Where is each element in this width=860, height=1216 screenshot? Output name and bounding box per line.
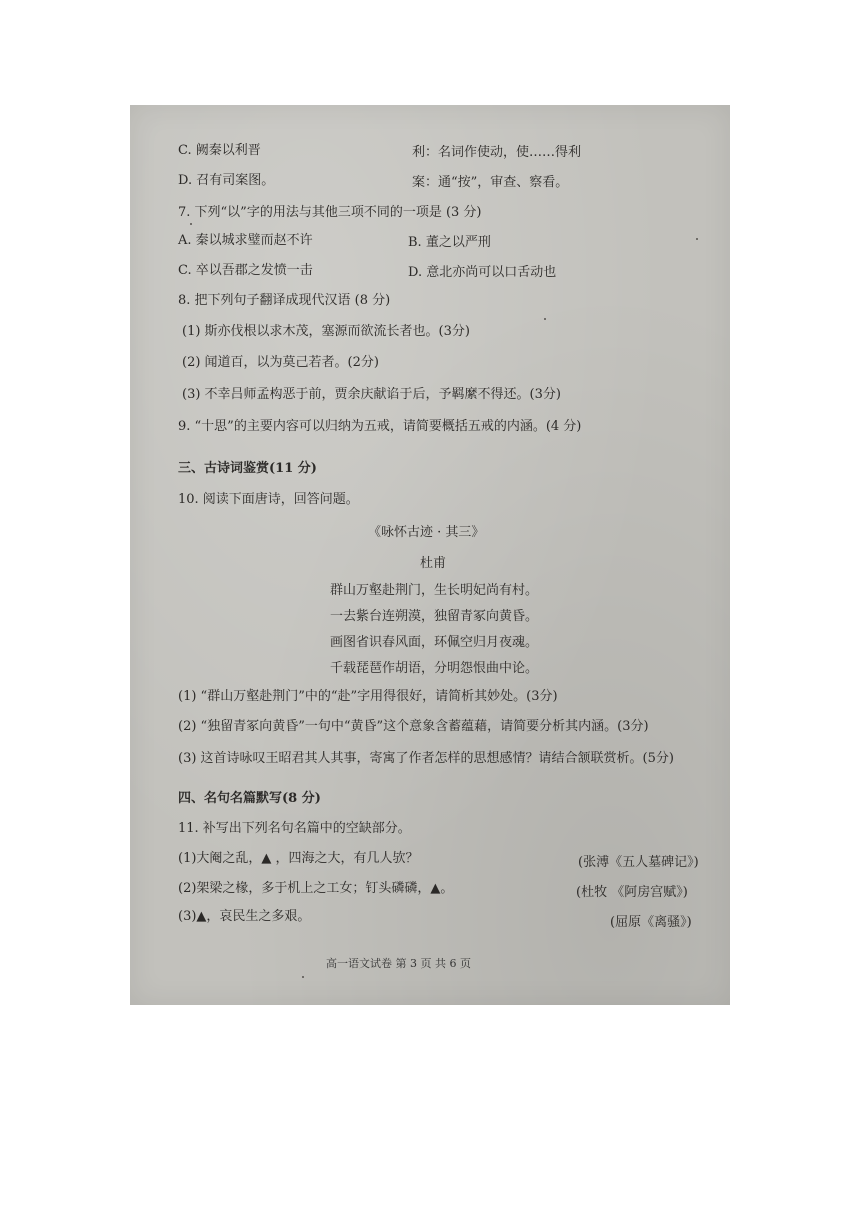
q9-stem: 9. “十思”的主要内容可以归纳为五戒，请简要概括五戒的内涵。(4 分) (178, 419, 582, 434)
q7-stem: 7. 下列“以”字的用法与其他三项不同的一项是 (3 分) (178, 205, 482, 220)
q8-sentence-1: (1) 斯亦伐根以求木茂，塞源而欲流长者也。(3分) (182, 324, 470, 339)
q7-option-d: D. 意北亦尚可以口舌动也 (408, 265, 557, 280)
q10-stem: 10. 阅读下面唐诗，回答问题。 (178, 492, 359, 507)
q11-line-3-source: (屈原《离骚》) (610, 915, 692, 930)
q8-sentence-3: (3) 不幸吕师孟构恶于前，贾余庆献谄于后，予羁縻不得还。(3分) (182, 387, 561, 402)
q7-option-c: C. 卒以吾郡之发愤一击 (178, 263, 313, 278)
q11-line-2: (2)架梁之椽，多于机上之工女；钉头磷磷，▲。 (178, 881, 454, 896)
q7-option-b: B. 董之以严刑 (408, 235, 491, 250)
scan-speck (302, 976, 304, 978)
page-footer: 高一语文试卷 第 3 页 共 6 页 (326, 957, 471, 970)
poem-line: 一去紫台连朔漠，独留青冢向黄昏。 (330, 609, 539, 624)
scan-speck (696, 238, 698, 240)
q11-stem: 11. 补写出下列名句名篇中的空缺部分。 (178, 821, 411, 836)
q6-option-d: D. 召有司案图。 (178, 173, 275, 188)
q6-option-d-note: 案：通“按”，审查、察看。 (412, 175, 569, 190)
poem-line: 千载琵琶作胡语，分明怨恨曲中论。 (330, 661, 539, 676)
scan-speck (190, 223, 192, 225)
scan-speck (544, 318, 546, 320)
q10-sub-2: (2) “独留青冢向黄昏”一句中“黄昏”这个意象含蓄蕴藉，请简要分析其内涵。(3分) (178, 719, 649, 734)
q11-line-3: (3)▲，哀民生之多艰。 (178, 909, 311, 924)
q11-line-2-source: (杜牧 《阿房宫赋》) (576, 885, 688, 900)
exam-page-photo (130, 105, 730, 1005)
q6-option-c: C. 阙秦以利晋 (178, 143, 261, 158)
section-3-title: 三、古诗词鉴赏(11 分) (178, 461, 317, 476)
q11-line-1-source: (张溥《五人墓碑记》) (578, 855, 699, 870)
q11-line-1: (1)大阉之乱，▲ ，四海之大，有几人欤？ (178, 851, 419, 866)
q10-sub-1: (1) “群山万壑赴荆门”中的“赴”字用得很好，请简析其妙处。(3分) (178, 689, 558, 704)
poem-line: 群山万壑赴荆门，生长明妃尚有村。 (330, 583, 539, 598)
q8-sentence-2: (2) 闻道百，以为莫己若者。(2分) (182, 355, 379, 370)
q8-stem: 8. 把下列句子翻译成现代汉语 (8 分) (178, 293, 391, 308)
q6-option-c-note: 利：名词作使动，使……得利 (412, 145, 582, 160)
poem-author: 杜甫 (420, 556, 447, 571)
poem-line: 画图省识春风面，环佩空归月夜魂。 (330, 635, 539, 650)
poem-title: 《咏怀古迹 · 其三》 (368, 525, 485, 540)
q10-sub-3: (3) 这首诗咏叹王昭君其人其事，寄寓了作者怎样的思想感情？请结合颔联赏析。(5分) (178, 751, 674, 766)
section-4-title: 四、名句名篇默写(8 分) (178, 791, 321, 806)
q7-option-a: A. 秦以城求璧而赵不许 (178, 233, 313, 248)
